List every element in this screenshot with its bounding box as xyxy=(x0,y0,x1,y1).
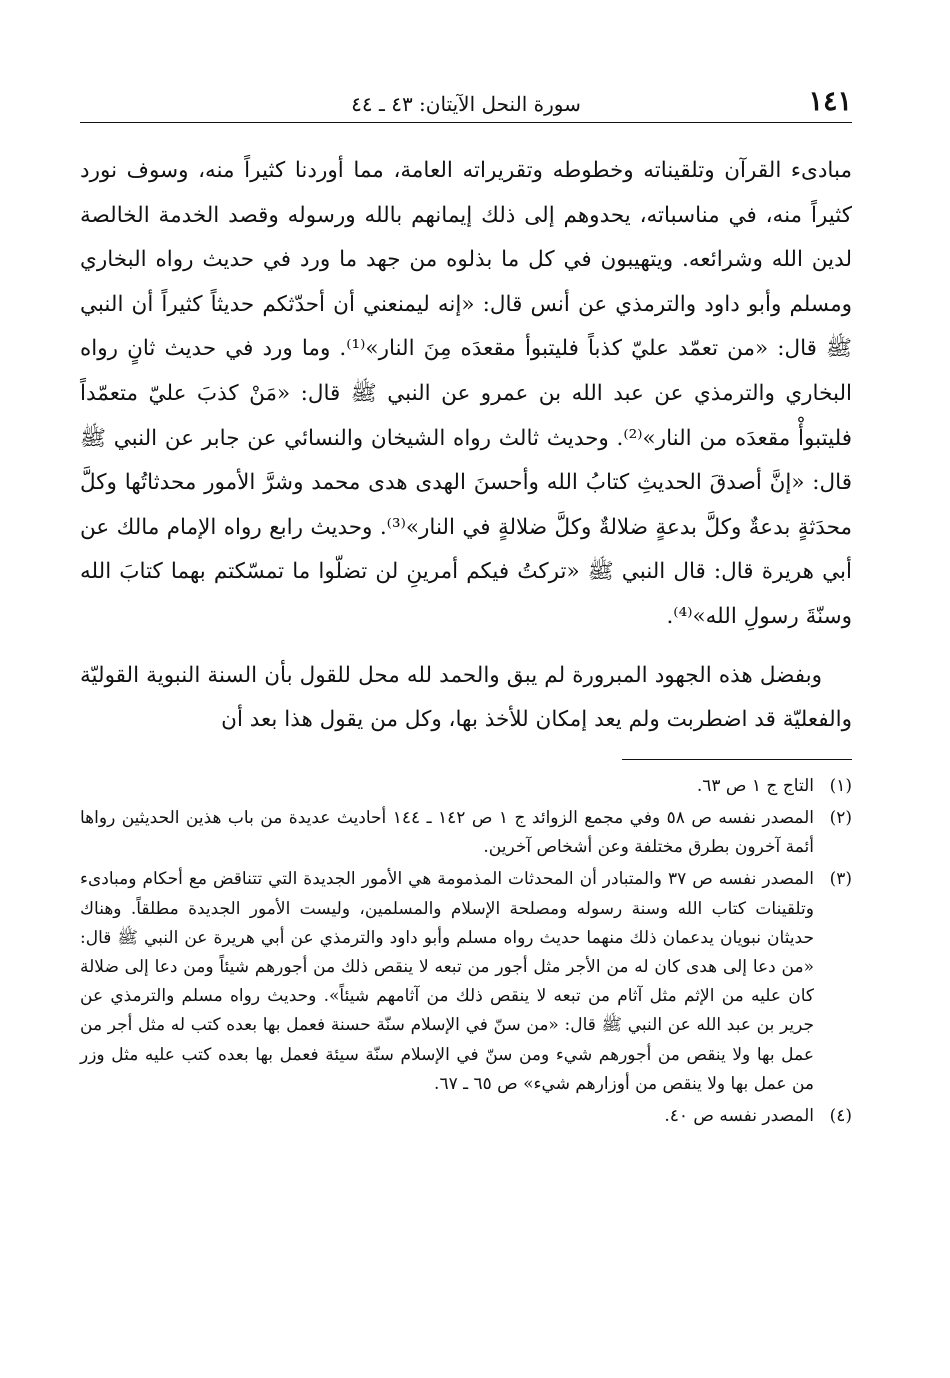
header-title: سورة النحل الآيتان: ٤٣ ـ ٤٤ xyxy=(351,92,581,116)
main-text xyxy=(80,149,852,743)
footnote xyxy=(80,1102,852,1131)
footnote xyxy=(80,804,852,862)
footnote-text: المصدر نفسه ص ٤٠. xyxy=(664,1105,814,1126)
footnote-text: المصدر نفسه ص ٥٨ وفي مجمع الزوائد ج ١ ص ١٤٢ ـ ١٤٤ أحاديث عديدة من باب هذين الحديثين رواها أئمة آخرون بطرق مختلفة وعن أشخاص آخرين. xyxy=(80,807,814,858)
footnote-text: المصدر نفسه ص ٣٧ والمتبادر أن المحدثات المذمومة هي الأمور الجديدة التي تتناقض مع أحكام ومبادىء وتلقينات كتاب الله وسنة رسوله ومصلحة الإسلام والمسلمين، وليست الأمور الجديدة مطلقاً. وهناك حديثان نبويان يدعمان ذلك منهما حديث رواه مسلم وأبو داود والترمذي عن أبي هريرة عن النبي ﷺ قال: «من دعا إلى هدى كان له من الأجر مثل أجور من تبعه لا ينقص ذلك من أجورهم شيئاً ومن دعا إلى ضلالة كان عليه من الإثم مثل آثام من تبعه لا ينقص ذلك من آثامهم شيئاً». وحديث رواه مسلم والترمذي عن جرير بن عبد الله عن النبي ﷺ قال: «من سنّ في الإسلام سنّة حسنة فعمل بها بعده كتب له مثل أجر من عمل بها ولا ينقص من أجورهم شيء ومن سنّ في الإسلام سنّة سيئة فعمل بها بعده كتب عليه مثل وزر من عمل بها ولا ينقص من أوزارهم شيء» ص ٦٥ ـ ٦٧. xyxy=(80,869,814,1094)
footnote xyxy=(80,772,852,801)
footnote-number: (١) xyxy=(829,775,852,796)
footnotes xyxy=(80,772,852,1131)
footnote xyxy=(80,865,852,1099)
paragraph: مبادىء القرآن وتلقيناته وخطوطه وتقريراته العامة، مما أوردنا كثيراً منه، وسوف نورد كثيراً منه، في مناسباته، يحدوهم إلى ذلك إيمانهم بالله ورسوله وقصد الخدمة الخالصة لدين الله وشرائعه. ويتهيبون في كل ما بذلوه من جهد ما ورد في حديث رواه البخاري ومسلم وأبو داود والترمذي عن أنس قال: «إنه ليمنعني أن أحدّثكم حديثاً كثيراً أن النبي ﷺ قال: «من تعمّد عليّ كذباً فليتبوأ مقعدَه مِنَ النار»⁽¹⁾. وما ورد في حديث ثانٍ رواه البخاري والترمذي عن عبد الله بن عمرو عن النبي ﷺ قال: «مَنْ كذبَ عليّ متعمّداً فليتبوأْ مقعدَه من النار»⁽²⁾. وحديث ثالث رواه الشيخان والنسائي عن جابر عن النبي ﷺ قال: «إنَّ أصدقَ الحديثِ كتابُ الله وأحسنَ الهدى هدى محمد وشرَّ الأمور محدثاتُها وكلَّ محدَثةٍ بدعةٌ وكلَّ بدعةٍ ضلالةٌ وكلَّ ضلالةٍ في النار»⁽³⁾. وحديث رابع رواه الإمام مالك عن أبي هريرة قال: قال النبي ﷺ «تركتُ فيكم أمرينِ لن تضلّوا ما تمسّكتم بهما كتابَ الله وسنّةَ رسولِ الله»⁽⁴⁾. xyxy=(80,158,852,629)
footnote-number: (٢) xyxy=(829,807,852,828)
running-header xyxy=(80,78,852,123)
page xyxy=(80,78,852,1358)
footnote-text: التاج ج ١ ص ٦٣. xyxy=(696,775,814,796)
paragraph: وبفضل هذه الجهود المبرورة لم يبق والحمد لله محل للقول بأن السنة النبوية القوليّة والفعليّة قد اضطربت ولم يعد إمكان للأخذ بها، وكل من يقول هذا بعد أن xyxy=(80,662,852,733)
footnote-number: (٤) xyxy=(829,1105,852,1126)
footnote-separator xyxy=(622,759,852,760)
footnote-number: (٣) xyxy=(829,869,852,890)
page-number: ١٤١ xyxy=(808,86,852,117)
